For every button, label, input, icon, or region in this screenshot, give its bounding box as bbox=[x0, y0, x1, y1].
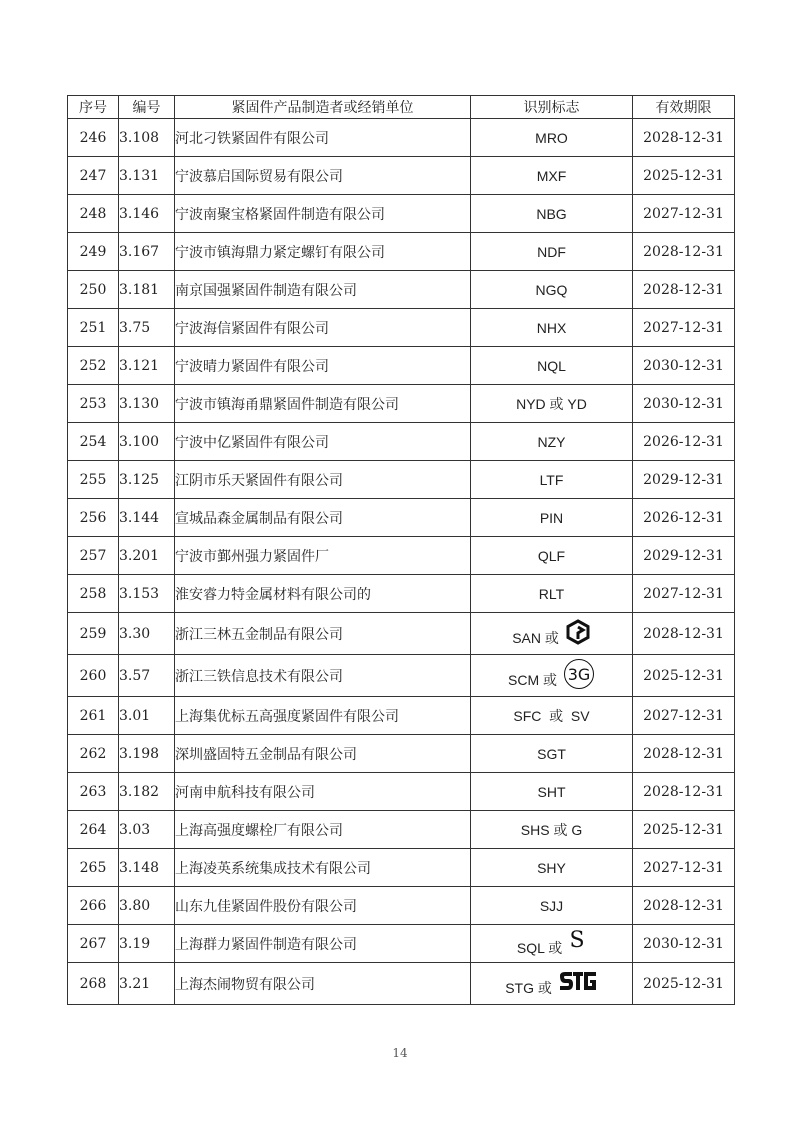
date-cell: 2027-12-31 bbox=[633, 195, 735, 233]
unit-cell: 宣城品森金属制品有限公司 bbox=[175, 499, 471, 537]
table-row bbox=[68, 735, 735, 773]
seq-cell: 246 bbox=[68, 119, 119, 157]
code-cell: 3.108 bbox=[119, 119, 175, 157]
code-cell: 3.167 bbox=[119, 233, 175, 271]
date-cell: 2027-12-31 bbox=[633, 575, 735, 613]
code-cell: 3.130 bbox=[119, 385, 175, 423]
date-cell: 2029-12-31 bbox=[633, 537, 735, 575]
seq-cell: 250 bbox=[68, 271, 119, 309]
seq-cell: 268 bbox=[68, 963, 119, 1005]
mark-cell: NHX bbox=[471, 309, 633, 347]
table-row bbox=[68, 811, 735, 849]
code-cell: 3.21 bbox=[119, 963, 175, 1005]
unit-cell: 上海高强度螺栓厂有限公司 bbox=[175, 811, 471, 849]
table-row bbox=[68, 575, 735, 613]
unit-cell: 宁波海信紧固件有限公司 bbox=[175, 309, 471, 347]
seq-cell: 254 bbox=[68, 423, 119, 461]
mark-cell: SHS 或 G bbox=[471, 811, 633, 849]
table-row bbox=[68, 697, 735, 735]
table-row bbox=[68, 385, 735, 423]
table-row bbox=[68, 887, 735, 925]
code-cell: 3.57 bbox=[119, 655, 175, 697]
unit-cell: 宁波晴力紧固件有限公司 bbox=[175, 347, 471, 385]
date-cell: 2026-12-31 bbox=[633, 423, 735, 461]
table-row bbox=[68, 309, 735, 347]
date-cell: 2028-12-31 bbox=[633, 119, 735, 157]
s-logo-text: S bbox=[569, 928, 585, 953]
mark-cell: NBG bbox=[471, 195, 633, 233]
date-cell: 2028-12-31 bbox=[633, 773, 735, 811]
table-row bbox=[68, 537, 735, 575]
mark-cell: QLF bbox=[471, 537, 633, 575]
table-row bbox=[68, 849, 735, 887]
code-cell: 3.30 bbox=[119, 613, 175, 655]
date-cell: 2025-12-31 bbox=[633, 655, 735, 697]
seq-cell: 251 bbox=[68, 309, 119, 347]
seq-cell: 256 bbox=[68, 499, 119, 537]
date-cell: 2028-12-31 bbox=[633, 613, 735, 655]
date-cell: 2030-12-31 bbox=[633, 347, 735, 385]
table-row bbox=[68, 423, 735, 461]
fastener-registry-table bbox=[67, 95, 735, 1005]
mark-cell: NZY bbox=[471, 423, 633, 461]
mark-text: SAN 或 bbox=[512, 630, 559, 647]
unit-cell: 宁波市鄞州强力紧固件厂 bbox=[175, 537, 471, 575]
unit-cell: 山东九佳紧固件股份有限公司 bbox=[175, 887, 471, 925]
seq-cell: 258 bbox=[68, 575, 119, 613]
seq-cell: 267 bbox=[68, 925, 119, 963]
mark-cell: NYD 或 YD bbox=[471, 385, 633, 423]
table-row bbox=[68, 271, 735, 309]
date-cell: 2030-12-31 bbox=[633, 385, 735, 423]
mark-cell: NGQ bbox=[471, 271, 633, 309]
date-cell: 2027-12-31 bbox=[633, 849, 735, 887]
table-row bbox=[68, 499, 735, 537]
hexagon-logo-icon bbox=[565, 619, 591, 648]
unit-cell: 宁波慕启国际贸易有限公司 bbox=[175, 157, 471, 195]
s-letter-logo-icon bbox=[568, 927, 586, 960]
date-cell: 2025-12-31 bbox=[633, 963, 735, 1005]
code-cell: 3.181 bbox=[119, 271, 175, 309]
unit-cell: 宁波市镇海鼎力紧定螺钉有限公司 bbox=[175, 233, 471, 271]
mark-cell: MXF bbox=[471, 157, 633, 195]
unit-cell: 淮安睿力特金属材料有限公司的 bbox=[175, 575, 471, 613]
header-seq: 序号 bbox=[68, 96, 119, 119]
mark-cell: RLT bbox=[471, 575, 633, 613]
table-row bbox=[68, 461, 735, 499]
stg-monogram-logo-icon bbox=[558, 970, 598, 997]
seq-cell: 259 bbox=[68, 613, 119, 655]
unit-cell: 上海杰闹物贸有限公司 bbox=[175, 963, 471, 1005]
seq-cell: 248 bbox=[68, 195, 119, 233]
mark-cell: SFC 或 SV bbox=[471, 697, 633, 735]
code-cell: 3.153 bbox=[119, 575, 175, 613]
seq-cell: 260 bbox=[68, 655, 119, 697]
mark-text: SQL 或 bbox=[516, 940, 563, 957]
mark-text: SCM 或 bbox=[508, 672, 558, 689]
3g-circle-logo-icon bbox=[563, 658, 595, 693]
unit-cell: 浙江三林五金制品有限公司 bbox=[175, 613, 471, 655]
unit-cell: 宁波市镇海甬鼎紧固件制造有限公司 bbox=[175, 385, 471, 423]
unit-cell: 江阴市乐天紧固件有限公司 bbox=[175, 461, 471, 499]
3g-logo-text: 3G bbox=[567, 665, 591, 684]
mark-cell: NDF bbox=[471, 233, 633, 271]
mark-text: STG 或 bbox=[505, 980, 552, 997]
seq-cell: 257 bbox=[68, 537, 119, 575]
mark-cell bbox=[471, 655, 633, 697]
unit-cell: 上海群力紧固件制造有限公司 bbox=[175, 925, 471, 963]
date-cell: 2025-12-31 bbox=[633, 811, 735, 849]
unit-cell: 宁波南聚宝格紧固件制造有限公司 bbox=[175, 195, 471, 233]
table-header-row bbox=[68, 96, 735, 119]
table-row bbox=[68, 119, 735, 157]
mark-cell bbox=[471, 963, 633, 1005]
header-code: 编号 bbox=[119, 96, 175, 119]
date-cell: 2027-12-31 bbox=[633, 309, 735, 347]
table-row bbox=[68, 233, 735, 271]
code-cell: 3.182 bbox=[119, 773, 175, 811]
table-row bbox=[68, 347, 735, 385]
date-cell: 2028-12-31 bbox=[633, 271, 735, 309]
code-cell: 3.03 bbox=[119, 811, 175, 849]
mark-cell: PIN bbox=[471, 499, 633, 537]
code-cell: 3.19 bbox=[119, 925, 175, 963]
mark-cell: LTF bbox=[471, 461, 633, 499]
code-cell: 3.144 bbox=[119, 499, 175, 537]
date-cell: 2028-12-31 bbox=[633, 735, 735, 773]
table-row bbox=[68, 925, 735, 963]
seq-cell: 247 bbox=[68, 157, 119, 195]
mark-cell: SJJ bbox=[471, 887, 633, 925]
unit-cell: 上海凌英系统集成技术有限公司 bbox=[175, 849, 471, 887]
seq-cell: 261 bbox=[68, 697, 119, 735]
code-cell: 3.100 bbox=[119, 423, 175, 461]
unit-cell: 上海集优标五高强度紧固件有限公司 bbox=[175, 697, 471, 735]
code-cell: 3.131 bbox=[119, 157, 175, 195]
mark-cell: NQL bbox=[471, 347, 633, 385]
date-cell: 2026-12-31 bbox=[633, 499, 735, 537]
table-row bbox=[68, 655, 735, 697]
table-row bbox=[68, 963, 735, 1005]
table-row bbox=[68, 195, 735, 233]
seq-cell: 266 bbox=[68, 887, 119, 925]
mark-cell bbox=[471, 925, 633, 963]
date-cell: 2029-12-31 bbox=[633, 461, 735, 499]
code-cell: 3.01 bbox=[119, 697, 175, 735]
table-row bbox=[68, 157, 735, 195]
code-cell: 3.80 bbox=[119, 887, 175, 925]
mark-cell: SHT bbox=[471, 773, 633, 811]
unit-cell: 河北刁铁紧固件有限公司 bbox=[175, 119, 471, 157]
table-row bbox=[68, 773, 735, 811]
seq-cell: 264 bbox=[68, 811, 119, 849]
seq-cell: 265 bbox=[68, 849, 119, 887]
code-cell: 3.201 bbox=[119, 537, 175, 575]
mark-cell: SGT bbox=[471, 735, 633, 773]
code-cell: 3.125 bbox=[119, 461, 175, 499]
date-cell: 2028-12-31 bbox=[633, 887, 735, 925]
unit-cell: 南京国强紧固件制造有限公司 bbox=[175, 271, 471, 309]
code-cell: 3.75 bbox=[119, 309, 175, 347]
unit-cell: 浙江三铁信息技术有限公司 bbox=[175, 655, 471, 697]
date-cell: 2028-12-31 bbox=[633, 233, 735, 271]
code-cell: 3.121 bbox=[119, 347, 175, 385]
unit-cell: 深圳盛固特五金制品有限公司 bbox=[175, 735, 471, 773]
code-cell: 3.198 bbox=[119, 735, 175, 773]
seq-cell: 255 bbox=[68, 461, 119, 499]
mark-cell: MRO bbox=[471, 119, 633, 157]
header-date: 有效期限 bbox=[633, 96, 735, 119]
seq-cell: 262 bbox=[68, 735, 119, 773]
seq-cell: 249 bbox=[68, 233, 119, 271]
code-cell: 3.146 bbox=[119, 195, 175, 233]
code-cell: 3.148 bbox=[119, 849, 175, 887]
mark-cell: SHY bbox=[471, 849, 633, 887]
unit-cell: 宁波中亿紧固件有限公司 bbox=[175, 423, 471, 461]
date-cell: 2025-12-31 bbox=[633, 157, 735, 195]
date-cell: 2030-12-31 bbox=[633, 925, 735, 963]
seq-cell: 263 bbox=[68, 773, 119, 811]
table-row bbox=[68, 613, 735, 655]
header-unit: 紧固件产品制造者或经销单位 bbox=[175, 96, 471, 119]
page-number: 14 bbox=[392, 1046, 408, 1060]
seq-cell: 253 bbox=[68, 385, 119, 423]
unit-cell: 河南申航科技有限公司 bbox=[175, 773, 471, 811]
date-cell: 2027-12-31 bbox=[633, 697, 735, 735]
mark-cell bbox=[471, 613, 633, 655]
header-mark: 识别标志 bbox=[471, 96, 633, 119]
seq-cell: 252 bbox=[68, 347, 119, 385]
